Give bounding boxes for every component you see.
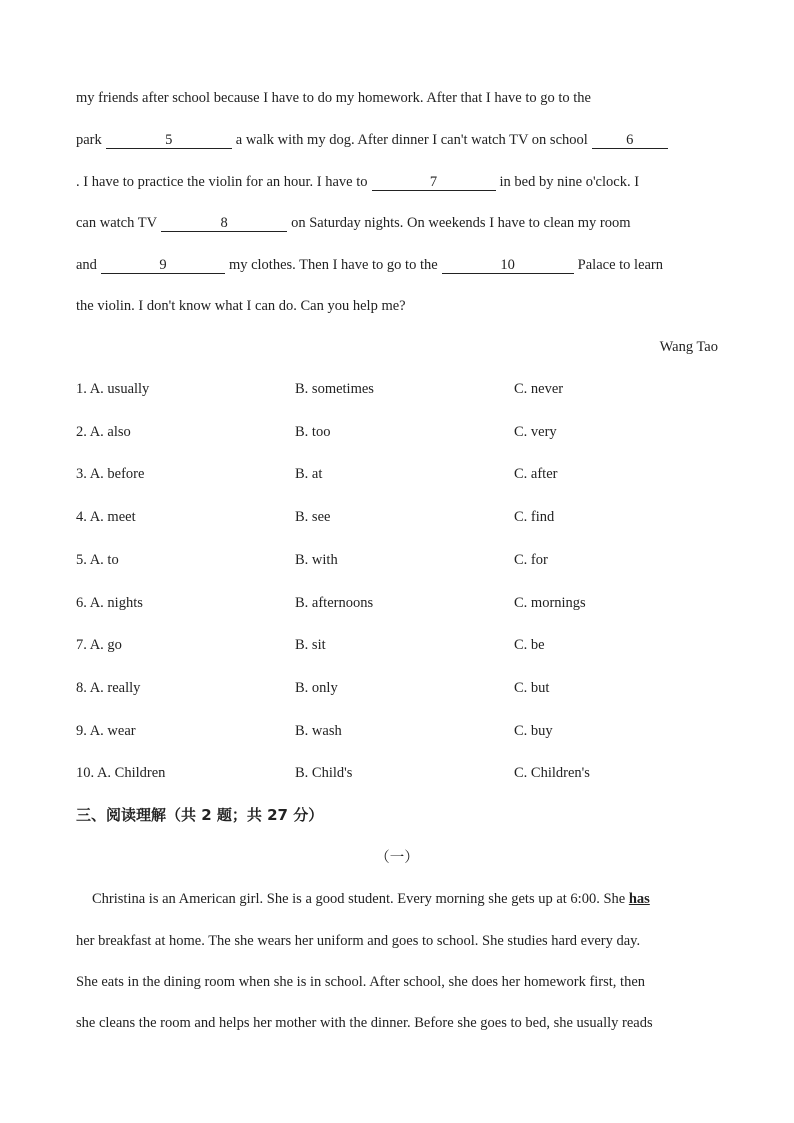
passage-text: a walk with my dog. After dinner I can't watch TV on school xyxy=(235,132,588,148)
blank-8: 8 xyxy=(161,215,287,232)
question-4-option-a: 4. A. meet xyxy=(76,509,136,526)
passage-line-5 xyxy=(76,256,718,274)
passage-text: can watch TV xyxy=(76,215,158,231)
reading-line-3: She eats in the dining room when she is in school. After school, she does her homework first, then xyxy=(76,974,646,990)
question-2-option-b: B. too xyxy=(295,423,331,440)
question-2-option-a: 2. A. also xyxy=(76,423,131,440)
question-5-option-a: 5. A. to xyxy=(76,551,119,568)
blank-5: 5 xyxy=(106,132,232,149)
passage-line-3 xyxy=(76,173,718,191)
passage-text: park xyxy=(76,132,102,148)
question-1-option-b: B. sometimes xyxy=(295,381,374,397)
blank-10: 10 xyxy=(442,257,574,274)
reading-line-2: her breakfast at home. The she wears her uniform and goes to school. She studies hard every day. xyxy=(76,933,641,949)
blank-6: 6 xyxy=(592,132,668,149)
question-5-option-b: B. with xyxy=(295,551,338,568)
passage-text: in bed by nine o'clock. I xyxy=(499,174,640,190)
reading-line-4: she cleans the room and helps her mother with the dinner. Before she goes to bed, she usually reads xyxy=(76,1015,653,1031)
question-3-option-b: B. at xyxy=(295,466,323,483)
passage-line-2 xyxy=(76,131,718,149)
passage-text: . I have to practice the violin for an hour. I have to xyxy=(76,174,368,190)
question-8-option-a: 8. A. really xyxy=(76,679,141,696)
reading-text: Christina is an American girl. She is a good student. Every morning she gets up at 6:00. She xyxy=(92,891,626,907)
question-7-option-c: C. be xyxy=(514,637,545,654)
passage-text: my clothes. Then I have to go to the xyxy=(228,257,438,273)
question-9-option-b: B. wash xyxy=(295,722,342,739)
section-subtitle: （一） xyxy=(375,850,419,866)
question-3-option-a: 3. A. before xyxy=(76,466,145,483)
question-8-option-b: B. only xyxy=(295,679,338,696)
question-6-option-b: B. afternoons xyxy=(295,594,374,611)
question-1-option-c: C. never xyxy=(514,381,564,397)
question-10-option-b: B. Child's xyxy=(295,765,353,782)
passage-text: Palace to learn xyxy=(577,257,664,273)
blank-9: 9 xyxy=(101,257,225,274)
highlighted-word: has xyxy=(628,891,650,907)
question-8-option-c: C. but xyxy=(514,679,550,696)
question-7-option-b: B. sit xyxy=(295,637,326,654)
question-6-option-a: 6. A. nights xyxy=(76,594,143,611)
signature: Wang Tao xyxy=(659,339,718,355)
passage-text: and xyxy=(76,257,97,273)
question-9-option-a: 9. A. wear xyxy=(76,722,136,739)
question-4-option-c: C. find xyxy=(514,509,555,526)
question-5-option-c: C. for xyxy=(514,551,548,568)
question-9-option-c: C. buy xyxy=(514,722,553,739)
passage-line-4 xyxy=(76,214,718,232)
question-10-option-a: 10. A. Children xyxy=(76,765,166,782)
question-1-option-a: 1. A. usually xyxy=(76,381,150,397)
question-2-option-c: C. very xyxy=(514,423,557,440)
question-7-option-a: 7. A. go xyxy=(76,637,122,654)
passage-line-6: the violin. I don't know what I can do. Can you help me? xyxy=(76,298,406,314)
passage-text: on Saturday nights. On weekends I have to clean my room xyxy=(291,215,631,231)
question-3-option-c: C. after xyxy=(514,466,558,483)
reading-line-1 xyxy=(92,890,718,908)
section-title: 三、阅读理解（共 2 题；共 27 分） xyxy=(76,806,324,824)
blank-7: 7 xyxy=(372,174,496,191)
passage-line-1: my friends after school because I have to do my homework. After that I have to go to the xyxy=(76,90,591,106)
question-6-option-c: C. mornings xyxy=(514,594,586,611)
question-10-option-c: C. Children's xyxy=(514,765,590,782)
question-4-option-b: B. see xyxy=(295,509,331,526)
